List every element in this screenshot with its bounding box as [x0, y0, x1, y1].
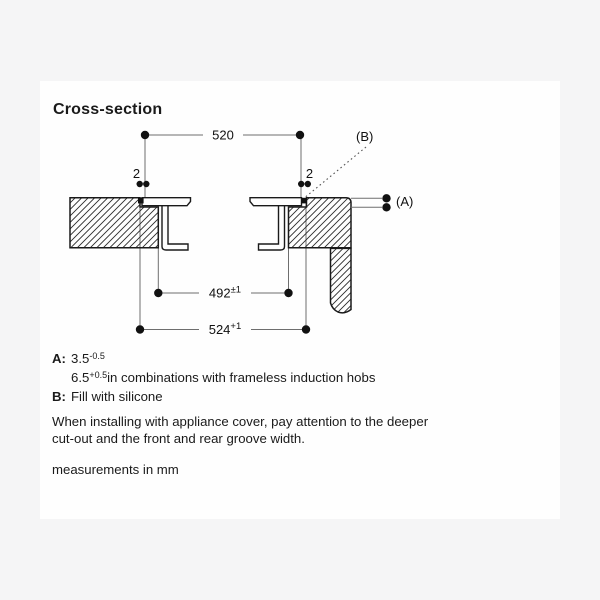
page-title: Cross-section: [53, 101, 163, 118]
dimension-arrow-dot: [298, 181, 304, 187]
hob-glass-right: [250, 198, 302, 206]
dimension-endpoint-dot: [136, 325, 144, 333]
dimension-endpoint-dot: [296, 131, 304, 139]
note-a2-value: $6.5^{+0.5}in$ combinations with frameless induction hobs: [71, 370, 376, 385]
dimension-label-gap-right: 2: [305, 166, 314, 181]
note-a-tolerance: -0.5: [89, 351, 105, 361]
dimension-label-gap-left: 2: [132, 166, 141, 181]
note-a2-text: in combinations with frameless induction hobs: [107, 370, 376, 385]
dimension-endpoint-dot: [284, 289, 292, 297]
dimension-arrow-dot: [305, 181, 311, 187]
dimension-label-520: 520: [212, 127, 234, 143]
dimension-arrow-dot: [137, 181, 143, 187]
dimension-label-492: $492^{\pm 1}$: [208, 284, 242, 301]
hob-body-right: [259, 206, 285, 250]
hob-body-left: [162, 206, 188, 250]
callout-a-dot-bottom: [382, 203, 390, 211]
callout-a: [351, 194, 413, 212]
note-a2-tolerance: +0.5: [89, 370, 108, 380]
note-b-label: B:: [52, 389, 66, 404]
warning-line1: When installing with appliance cover, pay attention to the deeper: [52, 414, 429, 429]
callout-b-label: (B): [356, 129, 374, 144]
callout-b: [306, 129, 374, 197]
callout-a-label: (A): [396, 194, 414, 209]
callout-a-dot-top: [382, 194, 390, 202]
dimension-gap-right: [298, 166, 313, 187]
units-note: measurements in mm: [52, 462, 179, 477]
note-a-value: $3.5^{-0.5}$: [71, 351, 105, 366]
hob-glass-left: [142, 198, 191, 206]
dimension-endpoint-dot: [302, 325, 310, 333]
note-b-text: Fill with silicone: [71, 389, 163, 404]
dimension-gap-left: [133, 166, 150, 187]
silicone-joint-right: [301, 198, 307, 204]
warning-line2: cut-out and the front and rear groove width.: [52, 430, 305, 446]
dimension-glass-width: [141, 128, 304, 143]
dimension-endpoint-dot: [141, 131, 149, 139]
callout-b-leader-line: [306, 147, 367, 197]
dimension-cutout-width: [154, 285, 293, 301]
dimension-recess-width: [136, 321, 310, 337]
dimension-arrow-dot: [143, 181, 149, 187]
note-a-label: A:: [52, 351, 66, 366]
silicone-joint-left: [138, 198, 144, 204]
dimension-label-524: $524^{+1}$: [208, 321, 242, 337]
cabinet-panel-section: [331, 248, 352, 312]
dimension-endpoint-dot: [154, 289, 162, 297]
